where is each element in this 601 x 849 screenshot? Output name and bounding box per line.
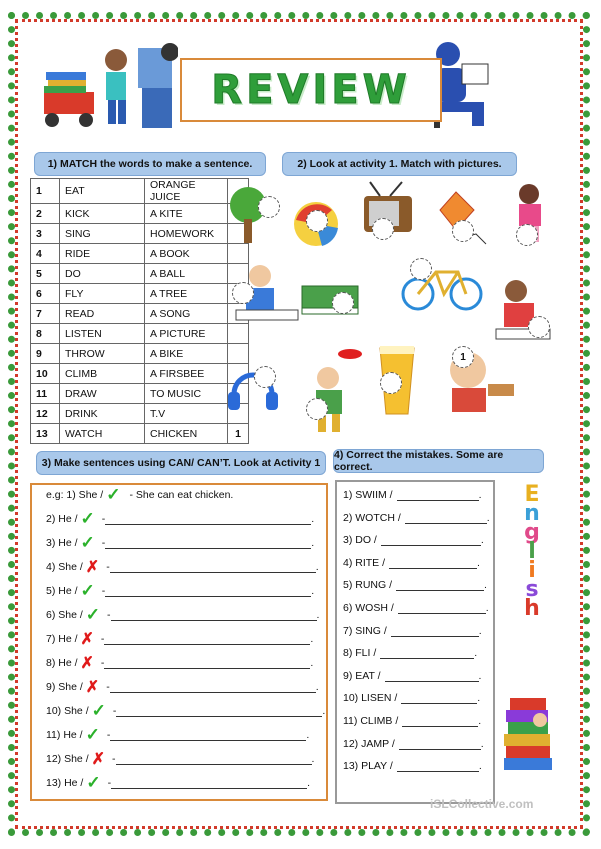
side-letter: l <box>528 539 536 564</box>
row-label: 5) RUNG / <box>343 579 393 592</box>
answer-cell[interactable]: 1 <box>228 424 249 444</box>
line-end: . <box>311 585 315 597</box>
activity3-row <box>46 630 313 648</box>
dash: - <box>106 561 110 573</box>
books-stack-illustration <box>500 690 558 786</box>
table-cell: A KITE <box>145 204 228 224</box>
table-cell: LISTEN <box>60 324 145 344</box>
cross-icon: ✗ <box>91 751 106 768</box>
activity3-row <box>46 582 314 600</box>
table-cell: ORANGE JUICE <box>145 179 228 204</box>
row-label: 1) SWIIM / <box>343 489 393 501</box>
table-cell: DO <box>60 264 145 284</box>
activity3-row <box>46 558 319 576</box>
row-label: 12) She / <box>46 753 89 765</box>
table-cell: 8 <box>31 324 60 344</box>
answer-line[interactable] <box>391 625 479 637</box>
answer-circle[interactable] <box>410 258 432 280</box>
answer-line[interactable] <box>401 692 477 704</box>
line-end: . <box>478 624 482 637</box>
page-title: REVIEW <box>211 67 411 113</box>
table-cell: EAT <box>60 179 145 204</box>
table-row <box>31 224 249 244</box>
table-cell: FLY <box>60 284 145 304</box>
answer-line[interactable] <box>398 602 486 614</box>
line-end: . <box>484 579 487 592</box>
activity2-header: 2) Look at activity 1. Match with pictures. <box>282 152 517 176</box>
check-icon: ✓ <box>80 581 95 600</box>
table-cell: 4 <box>31 244 60 264</box>
table-cell: 1 <box>31 179 60 204</box>
dash: - <box>101 537 106 549</box>
table-cell: 6 <box>31 284 60 304</box>
cross-icon: ✗ <box>80 655 94 672</box>
answer-line[interactable] <box>104 657 310 669</box>
activity3-row <box>46 510 314 528</box>
answer-line[interactable] <box>381 534 481 546</box>
line-end: . <box>311 753 315 765</box>
activity4-row <box>343 577 487 593</box>
answer-line[interactable] <box>396 579 484 591</box>
line-end: . <box>316 609 320 621</box>
activity4-row <box>343 623 482 639</box>
activity3-row <box>46 726 309 744</box>
table-cell: DRAW <box>60 384 145 404</box>
cross-icon: ✗ <box>80 631 94 648</box>
row-label: 3) DO / <box>343 534 377 547</box>
table-row <box>31 204 249 224</box>
boy-drawing-picture <box>490 275 556 347</box>
row-label: 8) He / <box>46 657 78 669</box>
side-letter: E <box>524 482 540 507</box>
table-row <box>31 364 249 384</box>
dash: - <box>100 633 105 645</box>
answer-circle[interactable] <box>258 196 280 218</box>
table-cell: 11 <box>31 384 60 404</box>
activity3-example <box>46 486 233 504</box>
table-row <box>31 179 249 204</box>
answer-circle[interactable] <box>372 218 394 240</box>
table-cell: A FIRSBEE <box>145 364 228 384</box>
bike-picture <box>400 244 486 314</box>
line-end: . <box>474 647 478 660</box>
line-end: . <box>307 777 311 789</box>
line-end: . <box>310 633 314 645</box>
activity3-row <box>46 678 319 696</box>
activity3-row <box>46 750 314 768</box>
check-icon: ✓ <box>86 773 101 792</box>
table-row <box>31 344 249 364</box>
example-prefix: e.g: 1) She / <box>46 489 104 501</box>
row-label: 6) She / <box>46 609 83 621</box>
answer-circle[interactable] <box>306 398 328 420</box>
line-end: . <box>477 556 480 569</box>
headphones-picture <box>224 360 282 418</box>
line-end: . <box>485 602 489 614</box>
answer-circle[interactable] <box>332 292 354 314</box>
answer-line[interactable] <box>104 633 310 645</box>
row-label: 3) He / <box>46 537 78 549</box>
line-end: . <box>480 534 484 547</box>
table-cell: 9 <box>31 344 60 364</box>
activity3-row <box>46 606 319 624</box>
dash: - <box>106 729 111 741</box>
side-letter: s <box>525 577 539 602</box>
answer-line[interactable] <box>116 705 322 717</box>
row-label: 10) LISEN / <box>343 692 398 705</box>
answer-line[interactable] <box>402 715 478 727</box>
check-icon: ✓ <box>85 605 101 624</box>
activity3-row <box>46 534 314 552</box>
line-end: . <box>310 657 314 669</box>
table-cell: 2 <box>31 204 60 224</box>
table-cell: READ <box>60 304 145 324</box>
row-label: 7) He / <box>46 633 78 645</box>
activity4-row <box>343 487 482 503</box>
watermark: iSLCollective.com <box>430 797 534 811</box>
line-end: . <box>480 737 484 750</box>
row-label: 2) WOTCH / <box>343 511 401 524</box>
row-label: 13) He / <box>46 777 84 789</box>
side-letter: i <box>528 558 536 583</box>
table-cell: HOMEWORK <box>145 224 228 244</box>
table-cell: SING <box>60 224 145 244</box>
row-label: 13) PLAY / <box>343 760 393 773</box>
line-end: . <box>478 760 482 773</box>
activity4-row <box>343 668 481 684</box>
boy-throwing-picture <box>302 346 366 436</box>
activity4-box <box>335 480 495 804</box>
answer-line[interactable] <box>397 489 479 501</box>
dash: - <box>112 753 116 765</box>
answer-circle[interactable] <box>380 372 402 394</box>
answer-circle[interactable] <box>452 220 474 242</box>
answer-line[interactable] <box>111 777 307 789</box>
kids-reading-illustration <box>38 42 178 134</box>
line-end: . <box>322 705 326 717</box>
activity3-row <box>46 654 313 672</box>
dash: - <box>112 705 117 717</box>
match-table <box>30 178 249 444</box>
side-letter: h <box>524 596 540 621</box>
answer-line[interactable] <box>397 760 479 772</box>
answer-line[interactable] <box>105 537 311 549</box>
table-row <box>31 424 249 444</box>
activity4-row <box>343 758 482 774</box>
activity4-row <box>343 690 480 706</box>
table-cell: A BIKE <box>145 344 228 364</box>
row-label: 5) He / <box>46 585 78 597</box>
check-icon: ✓ <box>85 725 100 744</box>
title-box <box>180 58 442 122</box>
example-answer: - She can eat chicken. <box>129 489 234 501</box>
line-end: . <box>478 669 482 682</box>
row-label: 11) CLIMB / <box>343 715 399 727</box>
dash: - <box>101 513 106 525</box>
dash: - <box>101 585 106 597</box>
table-row <box>31 264 249 284</box>
table-row <box>31 244 249 264</box>
table-cell: A BOOK <box>145 244 228 264</box>
answer-cell[interactable] <box>228 324 249 344</box>
dash: - <box>106 681 110 693</box>
table-cell: 10 <box>31 364 60 384</box>
row-label: 12) JAMP / <box>343 737 395 750</box>
row-label: 10) She / <box>46 705 89 717</box>
line-end: . <box>477 692 481 705</box>
table-cell: A BALL <box>145 264 228 284</box>
table-cell: THROW <box>60 344 145 364</box>
activity1-header: 1) MATCH the words to make a sentence. <box>34 152 266 176</box>
answer-line[interactable] <box>389 557 477 569</box>
activity3-row <box>46 774 310 792</box>
table-cell: DRINK <box>60 404 145 424</box>
activity4-row <box>343 736 484 752</box>
dash: - <box>107 609 111 621</box>
row-label: 9) She / <box>46 681 83 693</box>
activity4-row <box>343 713 481 729</box>
table-cell: CHICKEN <box>145 424 228 444</box>
activity3-header: 3) Make sentences using CAN/ CAN’T. Look at Activity 1 <box>36 451 326 475</box>
answer-circle[interactable] <box>232 282 254 304</box>
activity4-row <box>343 510 490 526</box>
table-cell: T.V <box>145 404 228 424</box>
answer-line[interactable] <box>116 753 312 765</box>
table-row <box>31 284 249 304</box>
check-icon: ✓ <box>91 701 106 720</box>
answer-line[interactable] <box>111 609 317 621</box>
side-letter: g <box>524 520 540 545</box>
table-cell: CLIMB <box>60 364 145 384</box>
side-letter: n <box>524 501 540 526</box>
table-cell: 13 <box>31 424 60 444</box>
table-cell: A PICTURE <box>145 324 228 344</box>
line-end: . <box>486 511 490 524</box>
table-cell: A TREE <box>145 284 228 304</box>
table-cell: 3 <box>31 224 60 244</box>
activity4-row <box>343 600 489 616</box>
table-row <box>31 324 249 344</box>
answer-line[interactable] <box>385 670 479 682</box>
line-end: . <box>311 537 315 549</box>
row-label: 6) WOSH / <box>343 602 394 614</box>
answer-circle[interactable] <box>516 224 538 246</box>
table-cell: A SONG <box>145 304 228 324</box>
answer-line[interactable] <box>405 512 487 524</box>
table-cell: 7 <box>31 304 60 324</box>
check-icon: ✓ <box>80 533 95 552</box>
check-icon: ✓ <box>106 485 121 504</box>
activity4-row <box>343 645 477 661</box>
table-cell: 12 <box>31 404 60 424</box>
activity3-row <box>46 702 325 720</box>
answer-line[interactable] <box>110 729 306 741</box>
table-row <box>31 304 249 324</box>
row-label: 8) FLI / <box>343 647 377 660</box>
man-eating-picture <box>438 344 518 420</box>
answer-line[interactable] <box>110 681 316 693</box>
table-row <box>31 384 249 404</box>
line-end: . <box>306 729 310 741</box>
table-cell: RIDE <box>60 244 145 264</box>
cross-icon: ✗ <box>85 679 100 696</box>
table-row <box>31 404 249 424</box>
row-label: 4) RITE / <box>343 556 386 569</box>
activity4-row <box>343 532 484 548</box>
activity4-row <box>343 555 480 571</box>
table-cell: WATCH <box>60 424 145 444</box>
answer-line[interactable] <box>399 738 481 750</box>
line-end: . <box>311 513 315 525</box>
answer-line[interactable] <box>105 513 311 525</box>
answer-circle[interactable] <box>306 210 328 232</box>
row-label: 7) SING / <box>343 624 387 637</box>
answer-line[interactable] <box>380 647 474 659</box>
answer-line[interactable] <box>105 585 311 597</box>
english-side-word <box>512 482 552 621</box>
answer-line[interactable] <box>110 561 316 573</box>
line-end: . <box>478 489 482 501</box>
example-answer-circle: 1 <box>452 346 474 368</box>
dash: - <box>100 657 105 669</box>
row-label: 9) EAT / <box>343 669 381 682</box>
table-cell: TO MUSIC <box>145 384 228 404</box>
table-cell: KICK <box>60 204 145 224</box>
table-cell: 5 <box>31 264 60 284</box>
line-end: . <box>478 715 482 727</box>
line-end: . <box>315 681 319 693</box>
row-label: 11) He / <box>46 729 83 741</box>
row-label: 4) She / <box>46 561 83 573</box>
answer-circle[interactable] <box>528 316 550 338</box>
line-end: . <box>315 561 319 573</box>
check-icon: ✓ <box>80 509 95 528</box>
dash: - <box>107 777 112 789</box>
cross-icon: ✗ <box>85 559 100 576</box>
answer-circle[interactable] <box>254 366 276 388</box>
activity4-header: 4) Correct the mistakes. Some are correct. <box>333 449 544 473</box>
row-label: 2) He / <box>46 513 78 525</box>
